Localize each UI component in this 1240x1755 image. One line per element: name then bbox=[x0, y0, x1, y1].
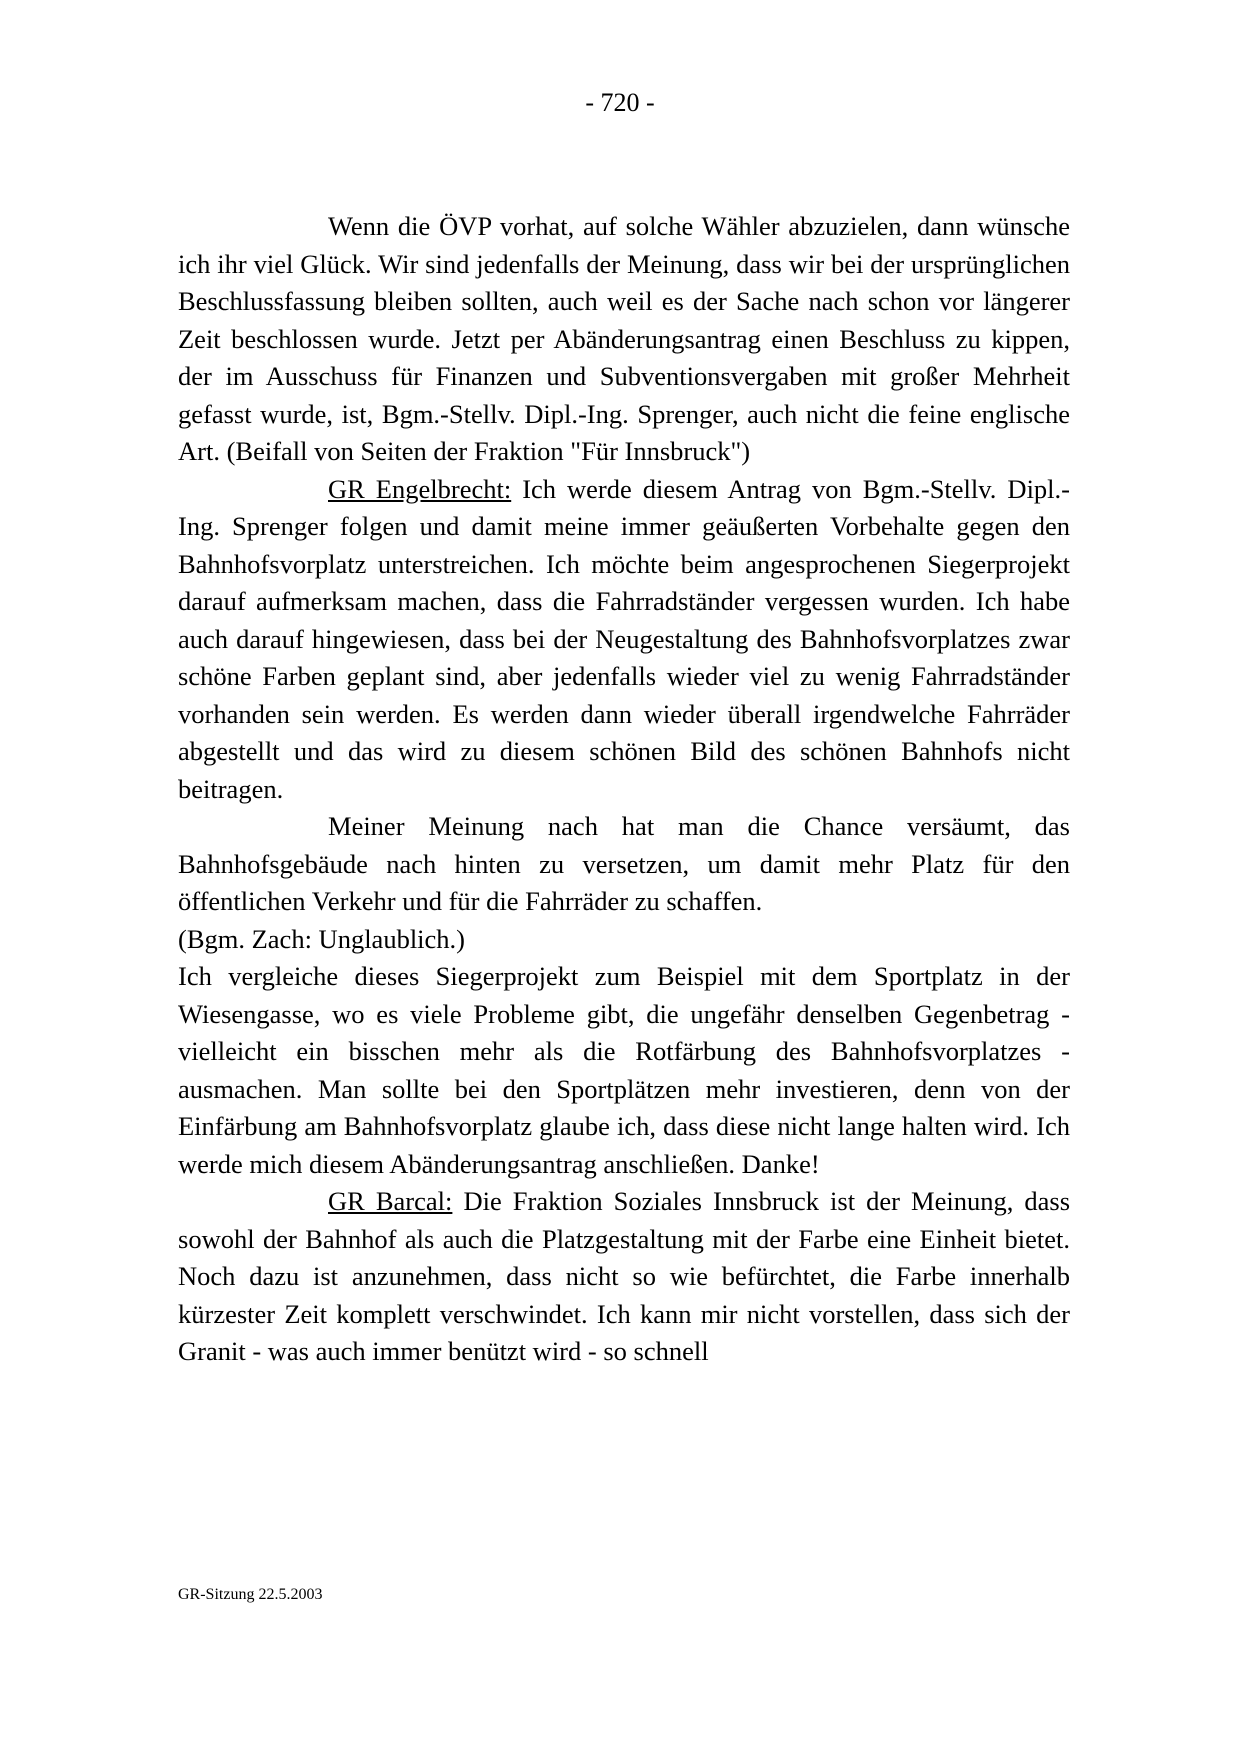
paragraph-continuation: Ich vergleiche dieses Siegerprojekt zum Beispiel mit dem Sportplatz in der Wiesengasse, wo es viele Probleme gibt, die ungefähr denselben Gegenbetrag - vielleicht ein bisschen mehr als die Rotfärbung des Bahnhofsvorplatzes - ausmachen. Man sollte bei den Sportplätzen mehr investieren, denn von der Einfärbung am Bahnhofsvorplatz glaube ich, dass diese nicht lange halten wird. Ich werde mich diesem Abänderungsantrag anschließen. Danke! bbox=[178, 961, 1070, 1179]
paragraph-engelbrecht bbox=[178, 471, 1070, 809]
speaker-barcal: GR Barcal: bbox=[328, 1186, 453, 1216]
interjection: (Bgm. Zach: Unglaublich.) bbox=[178, 923, 466, 954]
paragraph-text: Die Fraktion Soziales Innsbruck ist der Meinung, dass sowohl der Bahnhof als auch die Platzgestaltung mit der Farbe eine Einheit bietet. Noch dazu ist anzunehmen, dass nicht so wie befürchtet, die Farbe innerhalb kürzester Zeit komplett verschwindet. Ich kann mir nicht vorstellen, dass sich der Granit - was auch immer benützt wird - so schnell bbox=[178, 1186, 1071, 1366]
paragraph-text: Ich werde diesem Antrag von Bgm.-Stellv. Dipl.-Ing. Sprenger folgen und damit meine immer geäußerten Vorbehalte gegen den Bahnhofsvorplatz unterstreichen. Ich möchte beim angesprochenen Siegerprojekt darauf aufmerksam machen, dass die Fahrradständer vergessen wurden. Ich habe auch darauf hingewiesen, dass bei der Neugestaltung des Bahnhofsvorplatzes zwar schöne Farben geplant sind, aber jedenfalls wieder viel zu wenig Fahrradständer vorhanden sein werden. Es werden dann wieder überall irgendwelche Fahrräder abgestellt und das wird zu diesem schönen Bild des schönen Bahnhofs nicht beitragen. bbox=[178, 473, 1070, 804]
paragraph-barcal bbox=[178, 1183, 1070, 1371]
page-number: - 720 - bbox=[585, 88, 655, 117]
paragraph-text: Wenn die ÖVP vorhat, auf solche Wähler abzuzielen, dann wünsche ich ihr viel Glück. Wir sind jedenfalls der Meinung, dass wir bei der ursprünglichen Beschlussfassung bleiben sollten, auch weil es der Sache nach schon vor längerer Zeit beschlossen wurde. Jetzt per Abänderungsantrag einen Beschluss zu kippen, der im Ausschuss für Finanzen und Subventionsvergaben mit großer Mehrheit gefasst wurde, ist, Bgm.-Stellv. Dipl.-Ing. Sprenger, auch nicht die feine englische Art. (Beifall von Seiten der Fraktion "Für Innsbruck") bbox=[178, 211, 1070, 466]
speaker-engelbrecht: GR Engelbrecht: bbox=[328, 473, 512, 504]
footer-session-date: GR-Sitzung 22.5.2003 bbox=[178, 1586, 323, 1603]
paragraph-oevp bbox=[178, 208, 1070, 471]
document-body bbox=[178, 208, 1070, 1371]
paragraph-text: Meiner Meinung nach hat man die Chance versäumt, das Bahnhofsgebäude nach hinten zu versetzen, um damit mehr Platz für den öffentlichen Verkehr und für die Fahrräder zu schaffen. bbox=[178, 811, 1070, 916]
paragraph-bahnhofsgebaeude bbox=[178, 808, 1070, 921]
